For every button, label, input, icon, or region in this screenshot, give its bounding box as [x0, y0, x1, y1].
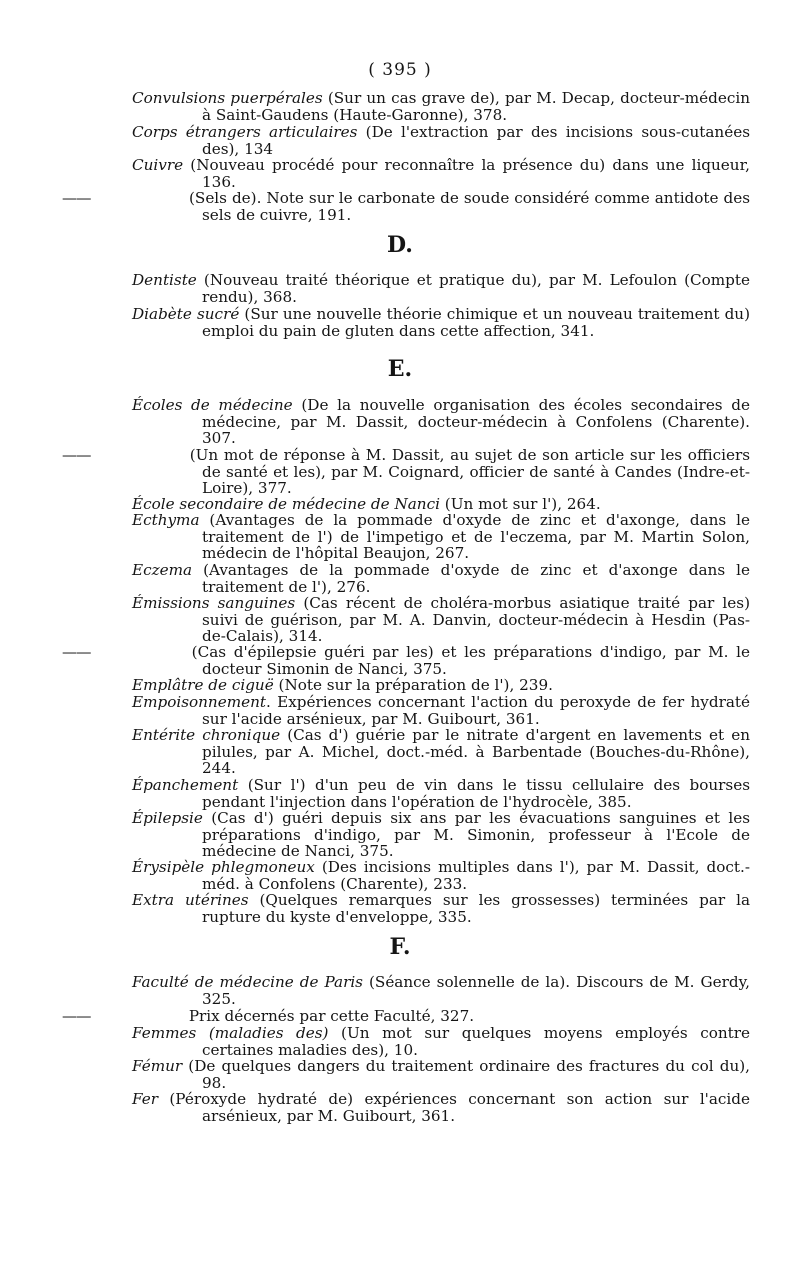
index-entry: Faculté de médecine de Paris (Séance solennelle de la). Discours de M. Gerdy, 325.	[132, 973, 750, 1008]
index-entry: École secondaire de médecine de Nanci (Un mot sur l'), 264.	[132, 495, 601, 513]
index-entry: Diabète sucré (Sur une nouvelle théorie chimique et un nouveau traitement du) emploi du pain de gluten dans cette affection, 341.	[132, 305, 750, 340]
index-entry: Empoisonnement. Expériences concernant l'action du peroxyde de fer hydraté sur l'acide arsénieux, par M. Guibourt, 361.	[132, 693, 750, 728]
index-entry-continuation: —— (Cas d'épilepsie guéri par les) et les préparations d'indigo, par M. le docteur Simonin de Nanci, 375.	[62, 643, 750, 678]
index-entry-continuation: —— Prix décernés par cette Faculté, 327.	[62, 1007, 475, 1025]
index-entry: Femmes (maladies des) (Un mot sur quelques moyens employés contre certaines maladies des), 10.	[132, 1024, 750, 1059]
index-entry: Convulsions puerpérales (Sur un cas grave de), par M. Decap, docteur-médecin à Saint-Gaudens (Haute-Garonne), 378.	[132, 89, 750, 124]
index-entry: Fer (Péroxyde hydraté de) expériences concernant son action sur l'acide arsénieux, par M. Guibourt, 361.	[132, 1090, 750, 1125]
section-letter-e: E.	[387, 356, 413, 382]
index-entry: Eczema (Avantages de la pommade d'oxyde de zinc et d'axonge dans le traitement de l'), 276.	[132, 561, 750, 596]
index-entry: Corps étrangers articulaires (De l'extraction par des incisions sous-cutanées des), 134	[132, 123, 750, 158]
index-entry-continuation: —— (Sels de). Note sur le carbonate de soude considéré comme antidote des sels de cuivre, 191.	[62, 189, 750, 224]
section-letter-d: D.	[387, 232, 413, 258]
index-entry: Écoles de médecine (De la nouvelle organisation des écoles secondaires de médecine, par M. Dassit, docteur-médecin à Confolens (Charente). 307.	[132, 396, 750, 447]
index-entry: Emplâtre de ciguë (Note sur la préparation de l'), 239.	[132, 676, 553, 694]
index-entry: Épilepsie (Cas d') guéri depuis six ans par les évacuations sanguines et les préparations d'indigo, par M. Simonin, professeur à l'Ecole de médecine de Nanci, 375.	[132, 809, 750, 860]
page-number: ( 395 )	[368, 60, 432, 80]
index-entry: Dentiste (Nouveau traité théorique et pratique du), par M. Lefoulon (Compte rendu), 368.	[132, 271, 750, 306]
index-entry: Érysipèle phlegmoneux (Des incisions multiples dans l'), par M. Dassit, doct.-méd. à Confolens (Charente), 233.	[132, 858, 750, 893]
section-letter-f: F.	[389, 934, 411, 960]
index-entry: Ecthyma (Avantages de la pommade d'oxyde de zinc et d'axonge, dans le traitement de l') de l'impetigo et de l'eczema, par M. Martin Solon, médecin de l'hôpital Beaujon, 267.	[132, 511, 750, 562]
index-entry-continuation: —— (Un mot de réponse à M. Dassit, au sujet de son article sur les officiers de santé et les), par M. Coignard, officier de santé à Candes (Indre-et-Loire), 377.	[62, 446, 750, 497]
index-entry: Émissions sanguines (Cas récent de choléra-morbus asiatique traité par les) suivi de guérison, par M. A. Danvin, docteur-médecin à Hesdin (Pas-de-Calais), 314.	[132, 594, 750, 645]
index-entry: Fémur (De quelques dangers du traitement ordinaire des fractures du col du), 98.	[132, 1057, 750, 1092]
index-entry: Extra utérines (Quelques remarques sur les grossesses) terminées par la rupture du kyste d'enveloppe, 335.	[132, 891, 750, 926]
index-entry: Entérite chronique (Cas d') guérie par le nitrate d'argent en lavements et en pilules, par A. Michel, doct.-méd. à Barbentade (Bouches-du-Rhône), 244.	[132, 726, 750, 777]
index-entry: Cuivre (Nouveau procédé pour reconnaître la présence du) dans une liqueur, 136.	[132, 156, 750, 191]
index-entry: Épanchement (Sur l') d'un peu de vin dans le tissu cellulaire des bourses pendant l'injection dans l'opération de l'hydrocèle, 385.	[132, 776, 750, 811]
